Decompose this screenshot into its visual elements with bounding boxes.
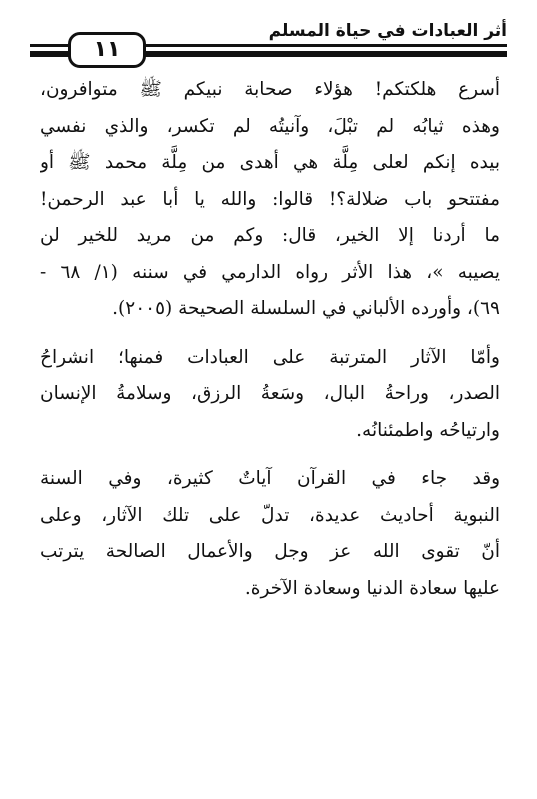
text-line: النبوية أحاديث عديدة، تدلّ على تلك الآثار، وعلى bbox=[40, 504, 500, 526]
body-text bbox=[40, 72, 500, 607]
page-number: ١١ bbox=[68, 32, 146, 68]
text-line: أنّ تقوى الله عز وجل والأعمال الصالحة يترتب bbox=[40, 541, 500, 562]
text-line: يصيبه »، هذا الأثر رواه الدارمي في سننه (١/ ٦٨ - bbox=[40, 261, 500, 283]
page-header bbox=[30, 22, 507, 66]
running-title: أثر العبادات في حياة المسلم bbox=[261, 20, 507, 42]
text-line: بيده إنكم لعلى مِلَّة هي أهدى من مِلَّة محمد ﷺ أو bbox=[40, 152, 500, 173]
paragraph-gap bbox=[40, 449, 500, 461]
text-line: الصدر، وراحةُ البال، وسَعةُ الرزق، وسلامةُ الإنسان bbox=[40, 383, 500, 404]
text-line: ٦٩)، وأورده الألباني في السلسلة الصحيحة (٢٠٠٥). bbox=[112, 298, 500, 319]
text-line: ما أردنا إلا الخير، قال: وكم من مريد للخير لن bbox=[40, 225, 500, 246]
text-line: مفتتحو باب ضلالة؟! قالوا: والله يا أبا عبد الرحمن! bbox=[40, 188, 500, 210]
text-line: وهذه ثيابُه لم تبْلَ، وآنيتُه لم تكسر، والذي نفسي bbox=[40, 115, 500, 137]
text-line: وأمّا الآثار المترتبة على العبادات فمنها؛ انشراحُ bbox=[40, 346, 500, 368]
text-line: عليها سعادة الدنيا وسعادة الآخرة. bbox=[244, 577, 500, 599]
text-line: وارتياحُه واطمئنانُه. bbox=[356, 419, 500, 441]
text-line: وقد جاء في القرآن آياتٌ كثيرة، وفي السنة bbox=[40, 468, 500, 489]
text-line: أسرع هلكتكم! هؤلاء صحابة نبيكم ﷺ متوافرون، bbox=[40, 79, 500, 100]
paragraph-gap bbox=[40, 328, 500, 340]
